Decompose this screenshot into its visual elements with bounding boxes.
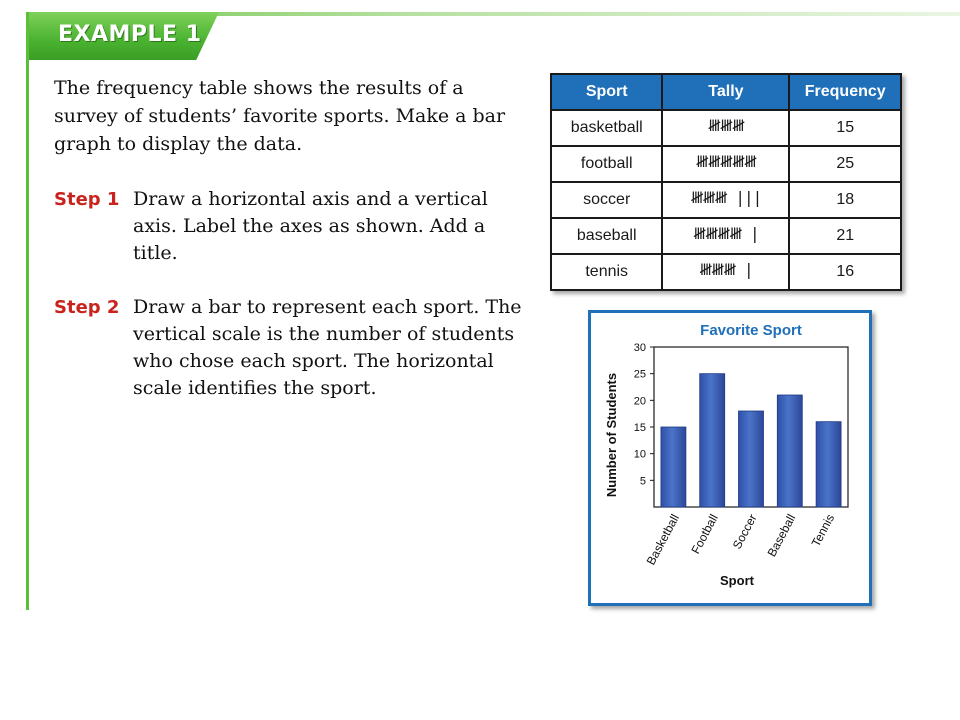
table-header-row bbox=[551, 74, 901, 110]
y-tick-label: 30 bbox=[633, 342, 646, 354]
y-tick-label: 5 bbox=[639, 475, 646, 488]
x-tick-label: Basketball bbox=[643, 511, 683, 568]
bar-chart-panel bbox=[588, 310, 872, 606]
cell-tally: 𝍸𝍸𝍸 | bbox=[662, 254, 789, 290]
header-sport: Sport bbox=[551, 74, 662, 110]
chart-title: Favorite Sport bbox=[700, 322, 802, 339]
cell-frequency: 21 bbox=[789, 218, 901, 254]
example-label: EXAMPLE 1 bbox=[58, 22, 202, 47]
x-tick-label: Football bbox=[688, 511, 721, 557]
y-axis-label: Number of Students bbox=[604, 372, 619, 498]
cell-frequency: 25 bbox=[789, 146, 901, 182]
cell-tally: 𝍸𝍸𝍸 bbox=[662, 110, 789, 146]
cell-sport: tennis bbox=[551, 254, 662, 290]
table-row bbox=[551, 146, 901, 182]
step-1-text: Draw a horizontal axis and a vertical axis. Label the axes as shown. Add a title. bbox=[133, 188, 488, 264]
cell-frequency: 16 bbox=[789, 254, 901, 290]
y-tick-label: 25 bbox=[633, 368, 646, 381]
cell-frequency: 18 bbox=[789, 182, 901, 218]
x-tick-label: Baseball bbox=[764, 511, 799, 560]
y-tick-label: 10 bbox=[633, 448, 646, 461]
bar-chart bbox=[591, 313, 869, 603]
header-frequency: Frequency bbox=[789, 74, 901, 110]
table-row bbox=[551, 182, 901, 218]
cell-tally: 𝍸𝍸𝍸 ||| bbox=[662, 182, 789, 218]
bar bbox=[661, 427, 686, 507]
x-axis-label: Sport bbox=[720, 573, 754, 588]
cell-sport: basketball bbox=[551, 110, 662, 146]
frequency-table bbox=[550, 73, 902, 291]
bar bbox=[777, 395, 802, 507]
left-rule bbox=[26, 12, 29, 610]
cell-tally: 𝍸𝍸𝍸𝍸 | bbox=[662, 218, 789, 254]
table-row bbox=[551, 218, 901, 254]
step-2-text: Draw a bar to represent each sport. The vertical scale is the number of students who chose each sport. The horizontal scale identifies the sport. bbox=[133, 296, 522, 399]
step-2-label: Step 2 bbox=[54, 297, 120, 318]
step-2 bbox=[54, 294, 524, 404]
header-tally: Tally bbox=[662, 74, 789, 110]
x-tick-label: Tennis bbox=[808, 511, 838, 550]
cell-sport: soccer bbox=[551, 182, 662, 218]
bar bbox=[816, 422, 841, 507]
step-1-label: Step 1 bbox=[54, 189, 120, 210]
table-row bbox=[551, 254, 901, 290]
y-tick-label: 20 bbox=[633, 395, 646, 408]
cell-sport: football bbox=[551, 146, 662, 182]
cell-tally: 𝍸𝍸𝍸𝍸𝍸 bbox=[662, 146, 789, 182]
y-tick-label: 15 bbox=[633, 422, 646, 434]
cell-frequency: 15 bbox=[789, 110, 901, 146]
table-row bbox=[551, 110, 901, 146]
cell-sport: baseball bbox=[551, 218, 662, 254]
x-tick-label: Soccer bbox=[729, 511, 760, 552]
step-1 bbox=[54, 186, 524, 266]
bar bbox=[700, 374, 725, 507]
bar bbox=[739, 411, 764, 507]
intro-text: The frequency table shows the results of a survey of students’ favorite sports. Make a bar graph to display the data. bbox=[54, 77, 506, 155]
